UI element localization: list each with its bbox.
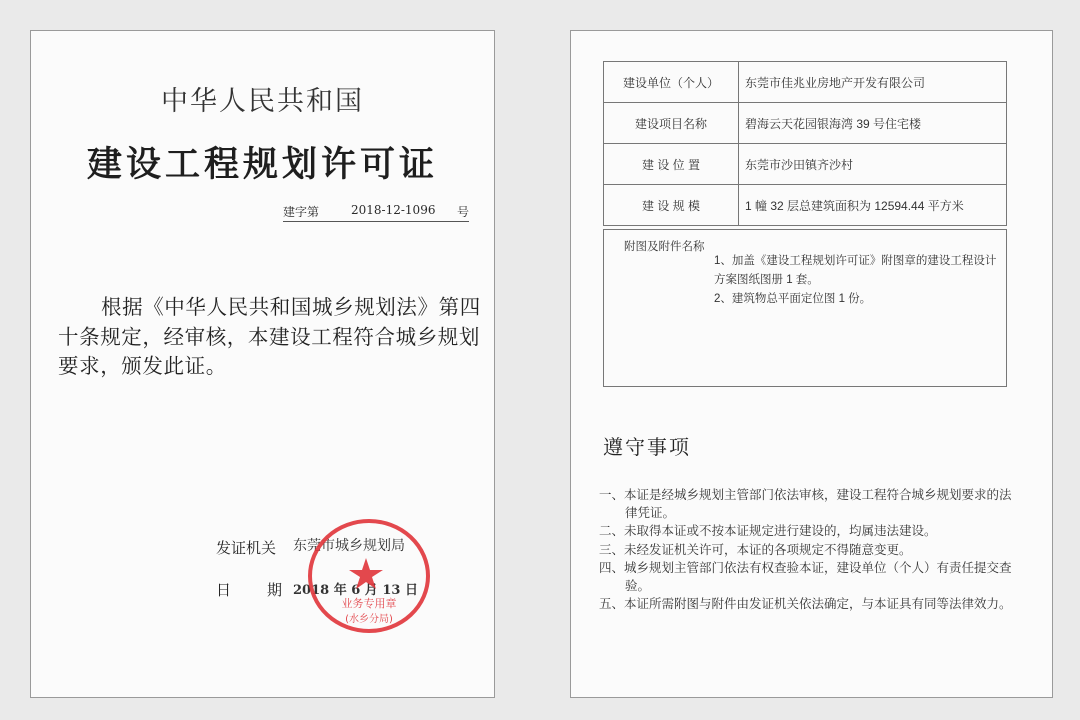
list-item: 三、未经发证机关许可，本证的各项规定不得随意变更。 (599, 542, 912, 557)
certificate-number: 2018-12-1096 (351, 203, 436, 217)
list-item: 四、城乡规划主管部门依法有权查验本证，建设单位（个人）有责任提交查验。 (599, 561, 1012, 593)
certificate-number-line (283, 203, 469, 222)
row-label: 建 设 位 置 (604, 144, 739, 185)
attachment-item: 2、建筑物总平面定位图 1 份。 (714, 293, 872, 305)
project-info-table (603, 61, 1007, 226)
certificate-number-suffix: 号 (457, 205, 470, 219)
seal-bottom-text: (水乡分局) (345, 614, 393, 625)
row-value: 东莞市佳兆业房地产开发有限公司 (739, 62, 1007, 103)
country-name: 中华人民共和国 (161, 86, 364, 117)
seal-inner-text: 业务专用章 (341, 597, 397, 610)
list-item: 一、本证是经城乡规划主管部门依法审核，建设工程符合城乡规划要求的法律凭证。 (599, 488, 1012, 520)
certificate-body-text: 根据《中华人民共和国城乡规划法》第四十条规定，经审核，本建设工程符合城乡规划要求，颁发此证。 (58, 295, 481, 378)
certificate-title: 建设工程规划许可证 (86, 144, 438, 185)
notes-list (599, 487, 1019, 615)
issuing-authority: 东莞市城乡规划局 (293, 538, 405, 554)
attachments-title: 附图及附件名称 (624, 241, 705, 253)
row-value: 1 幢 32 层总建筑面积为 12594.44 平方米 (739, 185, 1007, 226)
issuer-label: 发证机关 (216, 539, 277, 557)
row-label: 建 设 规 模 (604, 185, 739, 226)
table-row (604, 185, 1007, 226)
issue-date: 2018 年 6 月 13 日 (293, 583, 418, 598)
attachment-item: 1、加盖《建设工程规划许可证》附图章的建设工程设计方案图纸图册 1 套。 (714, 255, 997, 286)
row-label: 建设项目名称 (604, 103, 739, 144)
certificate-back-page (570, 30, 1053, 698)
table-row (604, 62, 1007, 103)
date-label: 日 期 (216, 581, 285, 599)
list-item: 五、本证所需附图与附件由发证机关依法确定，与本证具有同等法律效力。 (599, 597, 1012, 611)
table-row (604, 144, 1007, 185)
row-value: 碧海云天花园银海湾 39 号住宅楼 (739, 103, 1007, 144)
row-value: 东莞市沙田镇齐沙村 (739, 144, 1007, 185)
star-icon (349, 558, 383, 589)
official-seal-stamp (304, 516, 434, 636)
certificate-front-page (30, 30, 495, 698)
table-row (604, 103, 1007, 144)
attachments-box (603, 229, 1007, 387)
list-item: 二、未取得本证或不按本证规定进行建设的，均属违法建设。 (599, 524, 937, 538)
notes-title: 遵守事项 (603, 435, 691, 459)
certificate-number-prefix: 建字第 (283, 205, 320, 219)
row-label: 建设单位（个人） (604, 62, 739, 103)
